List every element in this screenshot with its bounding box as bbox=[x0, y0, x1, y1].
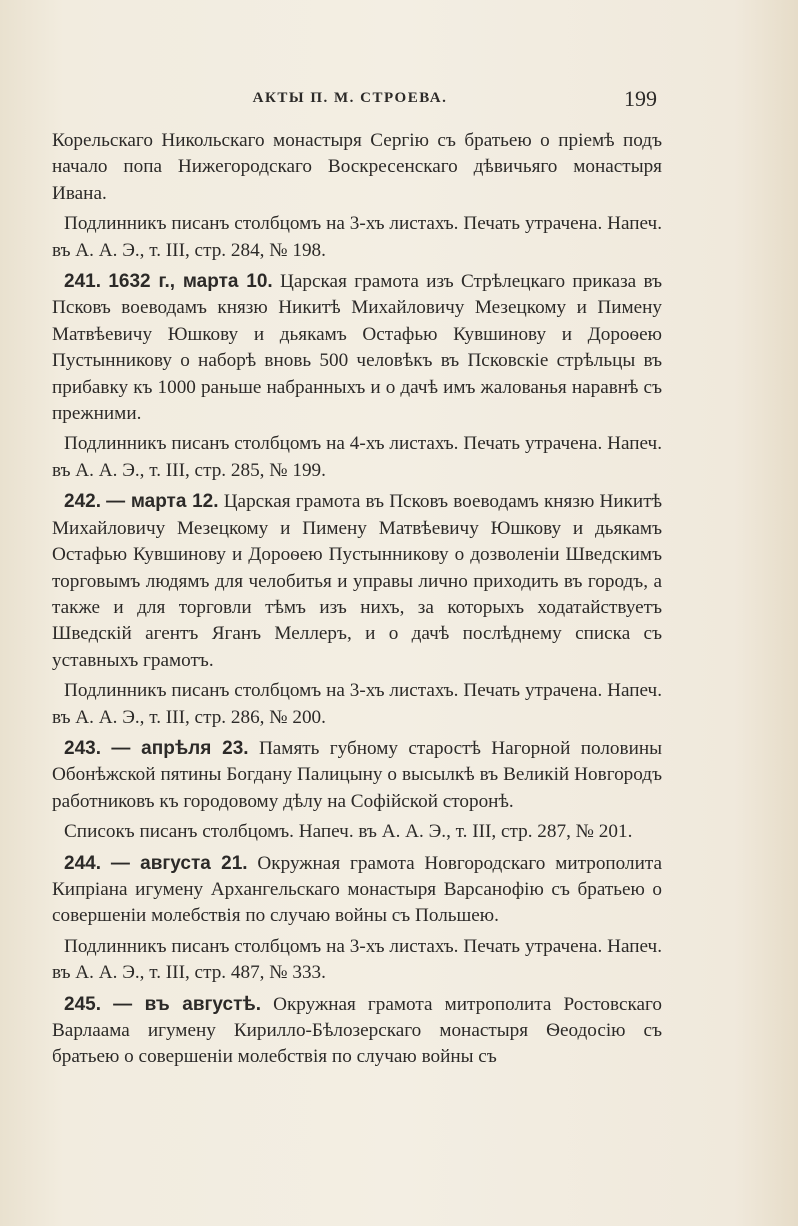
entry-242 bbox=[52, 489, 662, 674]
entry-number: 242. bbox=[64, 491, 101, 513]
entry-text: Царская грамота изъ Стрѣлецкаго приказа въ Псковъ воеводамъ князю Никитѣ Михайловичу Мезецкому и Пимену Матвѣевичу Юшкову и дьякамъ Остафью Кувшинову и Дороѳею Пустынникову о наборѣ вновь 500 человѣкъ въ Псковскіе стрѣльцы въ прибавку къ 1000 раньше набранныхъ и о дачѣ имъ жалованья наравнѣ съ прежними. bbox=[52, 271, 663, 425]
entry-date: — марта 12. bbox=[106, 491, 219, 513]
entry-number: 241. bbox=[64, 271, 101, 293]
intro-paragraph: Корельскаго Никольскаго монастыря Сергію съ братьею о пріемѣ подъ начало попа Нижегородскаго Воскресенскаго дѣвичьяго монастыря Ивана. bbox=[52, 130, 662, 204]
entry-number: 244. bbox=[64, 852, 101, 874]
entry-244 bbox=[52, 851, 662, 930]
entry-note: Списокъ писанъ столбцомъ. Напеч. въ А. А. Э., т. III, стр. 287, № 201. bbox=[64, 821, 633, 843]
body-text bbox=[52, 128, 662, 1071]
entry-number: 243. bbox=[64, 737, 101, 759]
entry-date: 1632 г., марта 10. bbox=[108, 271, 273, 293]
entry-note: Подлинникъ писанъ столбцомъ на 4-хъ листахъ. Печать утрачена. Напеч. въ А. А. Э., т. III, стр. 285, № 199. bbox=[52, 433, 662, 481]
intro-note: Подлинникъ писанъ столбцомъ на 3-хъ листахъ. Печать утрачена. Напеч. въ А. А. Э., т. III, стр. 284, № 198. bbox=[52, 213, 662, 261]
running-title: АКТЫ П. М. СТРОЕВА. bbox=[252, 90, 448, 106]
entry-number: 245. bbox=[64, 993, 101, 1015]
entry-date: — въ августѣ. bbox=[113, 993, 262, 1015]
page-number: 199 bbox=[624, 86, 657, 111]
page-header bbox=[0, 86, 798, 116]
entry-241 bbox=[52, 269, 662, 427]
entry-text: Окружная грамота Новгородскаго митрополита Кипріана игумену Архангельскаго монастыря Варсанофію съ братьею о совершеніи молебствія по случаю войны съ Польшею. bbox=[52, 852, 663, 927]
entry-text: Память губному старостѣ Нагорной половины Обонѣжской пятины Богдану Палицыну о высылкѣ въ Великій Новгородъ работниковъ къ городовому дѣлу на Софійской сторонѣ. bbox=[52, 737, 663, 812]
entry-text: Царская грамота въ Псковъ воеводамъ князю Никитѣ Михайловичу Мезецкому и Пимену Матвѣевичу Юшкову и дьякамъ Остафью Кувшинову и Дороѳею Пустынникову о дозволеніи Шведскимъ торговымъ людямъ для челобитья и управы лично приходить въ городъ, а также и для торговли тѣмъ изъ нихъ, за которыхъ ходатайствуетъ Шведскій агентъ Яганъ Меллеръ, и о дачѣ послѣднему списка съ уставныхъ грамотъ. bbox=[52, 491, 662, 671]
entry-note: Подлинникъ писанъ столбцомъ на 3-хъ листахъ. Печать утрачена. Напеч. въ А. А. Э., т. III, стр. 286, № 200. bbox=[52, 680, 662, 728]
entry-245 bbox=[52, 992, 662, 1071]
entry-text: Окружная грамота митрополита Ростовскаго Варлаама игумену Кирилло-Бѣлозерскаго монастыря Ѳеодосію съ братьею о совершеніи молебствія по случаю войны съ bbox=[52, 993, 663, 1068]
entry-243 bbox=[52, 736, 662, 815]
entry-note: Подлинникъ писанъ столбцомъ на 3-хъ листахъ. Печать утрачена. Напеч. въ А. А. Э., т. III, стр. 487, № 333. bbox=[52, 935, 662, 984]
entry-date: — апрѣля 23. bbox=[111, 737, 249, 759]
entry-date: — августа 21. bbox=[110, 852, 248, 874]
